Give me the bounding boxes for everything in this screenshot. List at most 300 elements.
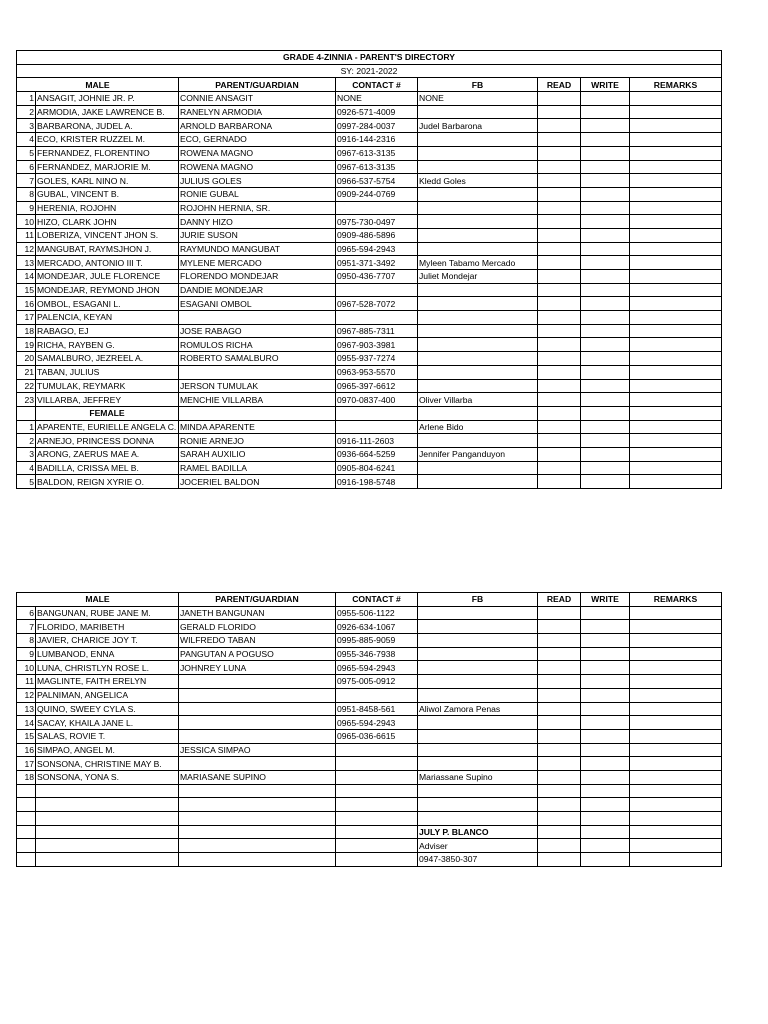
read-cell: [538, 647, 581, 661]
blank-cell: [538, 406, 581, 420]
table-row: [17, 675, 722, 689]
row-number: 10: [17, 661, 36, 675]
parent-name: JURIE SUSON: [179, 228, 336, 242]
contact-number: 0965-594-2943: [336, 716, 418, 730]
read-cell: [538, 702, 581, 716]
fb-name: [418, 757, 538, 771]
remarks-cell: [630, 297, 722, 311]
row-number: 12: [17, 688, 36, 702]
student-name: GOLES, KARL NINO N.: [36, 174, 179, 188]
read-cell: [538, 338, 581, 352]
parent-name: [179, 729, 336, 743]
student-name: PALNIMAN, ANGELICA: [36, 688, 179, 702]
parent-name: [179, 757, 336, 771]
row-number: 3: [17, 119, 36, 133]
table-row: [17, 215, 722, 229]
remarks-cell: [630, 434, 722, 448]
table-row: [17, 729, 722, 743]
female-section-row: [17, 406, 722, 420]
parent-name: WILFREDO TABAN: [179, 634, 336, 648]
write-cell: [581, 447, 630, 461]
table-row: [17, 606, 722, 620]
fb-name: [418, 634, 538, 648]
remarks-cell: [630, 270, 722, 284]
table-row: [17, 201, 722, 215]
table-row: [17, 434, 722, 448]
read-cell: [538, 475, 581, 489]
fb-name: [418, 228, 538, 242]
student-name: ARMODIA, JAKE LAWRENCE B.: [36, 105, 179, 119]
student-name: FLORIDO, MARIBETH: [36, 620, 179, 634]
write-cell: [581, 92, 630, 106]
read-cell: [538, 661, 581, 675]
student-name: QUINO, SWEEY CYLA S.: [36, 702, 179, 716]
write-cell: [581, 661, 630, 675]
blank-cell: [336, 406, 418, 420]
read-cell: [538, 461, 581, 475]
parent-name: [179, 702, 336, 716]
read-cell: [538, 770, 581, 784]
student-name: FERNANDEZ, MARJORIE M.: [36, 160, 179, 174]
contact-number: 0909-244-0769: [336, 187, 418, 201]
read-cell: [538, 297, 581, 311]
read-cell: [538, 757, 581, 771]
write-cell: [581, 675, 630, 689]
parent-name: [179, 365, 336, 379]
blank-cell: [336, 798, 418, 812]
blank-cell: [336, 853, 418, 867]
contact-number: 0916-111-2603: [336, 434, 418, 448]
row-number: 18: [17, 770, 36, 784]
write-cell: [581, 620, 630, 634]
read-cell: [538, 119, 581, 133]
student-name: HIZO, CLARK JOHN: [36, 215, 179, 229]
contact-number: [336, 688, 418, 702]
write-cell: [581, 475, 630, 489]
fb-name: [418, 461, 538, 475]
row-number: 15: [17, 729, 36, 743]
adviser-role: Adviser: [418, 839, 538, 853]
remarks-cell: [630, 647, 722, 661]
remarks-cell: [630, 119, 722, 133]
fb-name: [418, 338, 538, 352]
blank-cell: [17, 784, 36, 798]
remarks-cell: [630, 133, 722, 147]
contact-number: 0955-937-7274: [336, 352, 418, 366]
parent-name: PANGUTAN A POGUSO: [179, 647, 336, 661]
parent-name: JULIUS GOLES: [179, 174, 336, 188]
blank-cell: [179, 812, 336, 826]
header-write: WRITE: [581, 78, 630, 92]
write-cell: [581, 365, 630, 379]
fb-name: [418, 729, 538, 743]
fb-name: [418, 716, 538, 730]
contact-number: 0926-571-4009: [336, 105, 418, 119]
row-number: 16: [17, 743, 36, 757]
contact-number: [336, 201, 418, 215]
read-cell: [538, 228, 581, 242]
blank-cell: [17, 853, 36, 867]
contact-number: 0905-804-6241: [336, 461, 418, 475]
row-number: 8: [17, 634, 36, 648]
read-cell: [538, 215, 581, 229]
parent-name: MARIASANE SUPINO: [179, 770, 336, 784]
fb-name: Myleen Tabamo Mercado: [418, 256, 538, 270]
write-cell: [581, 228, 630, 242]
read-cell: [538, 606, 581, 620]
parent-name: MENCHIE VILLARBA: [179, 393, 336, 407]
student-name: SALAS, ROVIE T.: [36, 729, 179, 743]
read-cell: [538, 620, 581, 634]
remarks-cell: [630, 146, 722, 160]
parent-name: CONNIE ANSAGIT: [179, 92, 336, 106]
parent-name: ARNOLD BARBARONA: [179, 119, 336, 133]
row-number: 18: [17, 324, 36, 338]
write-cell: [581, 352, 630, 366]
blank-cell: [538, 812, 581, 826]
blank-cell: [581, 825, 630, 839]
remarks-cell: [630, 716, 722, 730]
write-cell: [581, 201, 630, 215]
remarks-cell: [630, 447, 722, 461]
fb-name: Kledd Goles: [418, 174, 538, 188]
blank-cell: [179, 406, 336, 420]
fb-name: [418, 201, 538, 215]
parent-name: ROJOHN HERNIA, SR.: [179, 201, 336, 215]
fb-name: [418, 311, 538, 325]
remarks-cell: [630, 620, 722, 634]
write-cell: [581, 688, 630, 702]
parent-name: JANETH BANGUNAN: [179, 606, 336, 620]
write-cell: [581, 420, 630, 434]
table-row: [17, 270, 722, 284]
fb-name: [418, 675, 538, 689]
parent-name: MINDA APARENTE: [179, 420, 336, 434]
student-name: MERCADO, ANTONIO III T.: [36, 256, 179, 270]
fb-name: [418, 283, 538, 297]
table-row: [17, 757, 722, 771]
blank-cell: [36, 798, 179, 812]
blank-cell: [630, 784, 722, 798]
row-number: 17: [17, 757, 36, 771]
table-row: [17, 420, 722, 434]
read-cell: [538, 146, 581, 160]
header-fb: FB: [418, 593, 538, 607]
write-cell: [581, 634, 630, 648]
read-cell: [538, 447, 581, 461]
parent-name: DANNY HIZO: [179, 215, 336, 229]
contact-number: [336, 420, 418, 434]
student-name: LUMBANOD, ENNA: [36, 647, 179, 661]
table-row: [17, 105, 722, 119]
row-number: 8: [17, 187, 36, 201]
parent-name: JOSE RABAGO: [179, 324, 336, 338]
parent-name: RONIE GUBAL: [179, 187, 336, 201]
student-name: BADILLA, CRISSA MEL B.: [36, 461, 179, 475]
parent-name: RAMEL BADILLA: [179, 461, 336, 475]
fb-name: NONE: [418, 92, 538, 106]
fb-name: [418, 365, 538, 379]
blank-cell: [418, 798, 538, 812]
row-number: 21: [17, 365, 36, 379]
student-name: ANSAGIT, JOHNIE JR. P.: [36, 92, 179, 106]
parent-name: JOHNREY LUNA: [179, 661, 336, 675]
remarks-cell: [630, 174, 722, 188]
remarks-cell: [630, 105, 722, 119]
fb-name: [418, 324, 538, 338]
contact-number: 0965-594-2943: [336, 661, 418, 675]
contact-number: [336, 757, 418, 771]
school-year: SY: 2021-2022: [17, 64, 722, 78]
student-name: SIMPAO, ANGEL M.: [36, 743, 179, 757]
student-name: LOBERIZA, VINCENT JHON S.: [36, 228, 179, 242]
blank-cell: [630, 825, 722, 839]
read-cell: [538, 92, 581, 106]
contact-number: 0950-436-7707: [336, 270, 418, 284]
table-row: [17, 475, 722, 489]
write-cell: [581, 770, 630, 784]
contact-number: 0916-198-5748: [336, 475, 418, 489]
student-name: SONSONA, CHRISTINE MAY B.: [36, 757, 179, 771]
parent-name: JESSICA SIMPAO: [179, 743, 336, 757]
blank-cell: [538, 839, 581, 853]
blank-row: [17, 798, 722, 812]
parent-name: JERSON TUMULAK: [179, 379, 336, 393]
remarks-cell: [630, 379, 722, 393]
fb-name: Jennifer Panganduyon: [418, 447, 538, 461]
fb-name: Oliver Villarba: [418, 393, 538, 407]
contact-number: 0909-486-5896: [336, 228, 418, 242]
write-cell: [581, 606, 630, 620]
write-cell: [581, 187, 630, 201]
remarks-cell: [630, 770, 722, 784]
parent-name: GERALD FLORIDO: [179, 620, 336, 634]
row-number: 10: [17, 215, 36, 229]
table-row: [17, 661, 722, 675]
table-row: [17, 297, 722, 311]
student-name: LUNA, CHRISTLYN ROSE L.: [36, 661, 179, 675]
blank-cell: [336, 812, 418, 826]
parent-name: FLORENDO MONDEJAR: [179, 270, 336, 284]
fb-name: [418, 379, 538, 393]
remarks-cell: [630, 743, 722, 757]
remarks-cell: [630, 757, 722, 771]
remarks-cell: [630, 688, 722, 702]
blank-cell: [581, 853, 630, 867]
blank-cell: [581, 406, 630, 420]
contact-number: 0951-371-3492: [336, 256, 418, 270]
fb-name: [418, 688, 538, 702]
remarks-cell: [630, 215, 722, 229]
remarks-cell: [630, 702, 722, 716]
write-cell: [581, 729, 630, 743]
parent-name: MYLENE MERCADO: [179, 256, 336, 270]
read-cell: [538, 160, 581, 174]
student-name: ARNEJO, PRINCESS DONNA: [36, 434, 179, 448]
student-name: PALENCIA, KEYAN: [36, 311, 179, 325]
contact-number: 0965-036-6615: [336, 729, 418, 743]
header-male: MALE: [17, 78, 179, 92]
blank-cell: [36, 812, 179, 826]
contact-number: [336, 283, 418, 297]
student-name: MONDEJAR, JULE FLORENCE: [36, 270, 179, 284]
remarks-cell: [630, 92, 722, 106]
remarks-cell: [630, 352, 722, 366]
write-cell: [581, 311, 630, 325]
parent-name: [179, 311, 336, 325]
student-name: ECO, KRISTER RUZZEL M.: [36, 133, 179, 147]
remarks-cell: [630, 338, 722, 352]
parent-name: RAYMUNDO MANGUBAT: [179, 242, 336, 256]
parent-name: [179, 716, 336, 730]
read-cell: [538, 675, 581, 689]
table-row: [17, 743, 722, 757]
fb-name: [418, 215, 538, 229]
row-number: 19: [17, 338, 36, 352]
write-cell: [581, 716, 630, 730]
contact-number: [336, 743, 418, 757]
header-fb: FB: [418, 78, 538, 92]
read-cell: [538, 379, 581, 393]
write-cell: [581, 146, 630, 160]
student-name: BANGUNAN, RUBE JANE M.: [36, 606, 179, 620]
contact-number: 0936-664-5259: [336, 447, 418, 461]
write-cell: [581, 647, 630, 661]
write-cell: [581, 324, 630, 338]
row-number: 14: [17, 270, 36, 284]
directory-title: GRADE 4-ZINNIA - PARENT'S DIRECTORY: [17, 51, 722, 65]
blank-cell: [36, 853, 179, 867]
blank-cell: [36, 839, 179, 853]
read-cell: [538, 242, 581, 256]
contact-number: 0955-346-7938: [336, 647, 418, 661]
write-cell: [581, 283, 630, 297]
blank-cell: [538, 784, 581, 798]
read-cell: [538, 174, 581, 188]
row-number: 20: [17, 352, 36, 366]
remarks-cell: [630, 228, 722, 242]
contact-number: 0916-144-2316: [336, 133, 418, 147]
read-cell: [538, 256, 581, 270]
blank-cell: [630, 853, 722, 867]
row-number: 6: [17, 606, 36, 620]
blank-cell: [336, 839, 418, 853]
blank-cell: [17, 812, 36, 826]
read-cell: [538, 365, 581, 379]
blank-cell: [36, 784, 179, 798]
header-male: MALE: [17, 593, 179, 607]
student-name: RABAGO, EJ: [36, 324, 179, 338]
row-number: 4: [17, 133, 36, 147]
header-contact: CONTACT #: [336, 78, 418, 92]
contact-number: 0926-634-1067: [336, 620, 418, 634]
blank-cell: [581, 839, 630, 853]
blank-cell: [36, 825, 179, 839]
write-cell: [581, 270, 630, 284]
contact-number: 0997-284-0037: [336, 119, 418, 133]
write-cell: [581, 297, 630, 311]
table-row: [17, 716, 722, 730]
contact-number: 0965-397-6612: [336, 379, 418, 393]
table-row: [17, 133, 722, 147]
row-number: 15: [17, 283, 36, 297]
row-number: 6: [17, 160, 36, 174]
table-row: [17, 256, 722, 270]
blank-cell: [581, 812, 630, 826]
table-row: [17, 174, 722, 188]
parent-name: ESAGANI OMBOL: [179, 297, 336, 311]
blank-cell: [179, 853, 336, 867]
read-cell: [538, 270, 581, 284]
contact-number: 0967-885-7311: [336, 324, 418, 338]
header-write: WRITE: [581, 593, 630, 607]
write-cell: [581, 119, 630, 133]
blank-cell: [179, 784, 336, 798]
read-cell: [538, 105, 581, 119]
remarks-cell: [630, 661, 722, 675]
read-cell: [538, 324, 581, 338]
fb-name: [418, 133, 538, 147]
fb-name: Juliet Mondejar: [418, 270, 538, 284]
read-cell: [538, 716, 581, 730]
parent-name: [179, 688, 336, 702]
row-number: 9: [17, 201, 36, 215]
table-row: [17, 187, 722, 201]
contact-number: 0975-005-0912: [336, 675, 418, 689]
fb-name: [418, 606, 538, 620]
remarks-cell: [630, 606, 722, 620]
parent-name: JOCERIEL BALDON: [179, 475, 336, 489]
contact-number: 0965-594-2943: [336, 242, 418, 256]
student-name: TABAN, JULIUS: [36, 365, 179, 379]
header-parent: PARENT/GUARDIAN: [179, 78, 336, 92]
table-row: [17, 379, 722, 393]
remarks-cell: [630, 201, 722, 215]
parent-name: ROBERTO SAMALBURO: [179, 352, 336, 366]
row-number: 11: [17, 675, 36, 689]
blank-cell: [630, 406, 722, 420]
table-row: [17, 365, 722, 379]
school-year-row: [17, 64, 722, 78]
blank-cell: [418, 812, 538, 826]
row-number: 14: [17, 716, 36, 730]
read-cell: [538, 133, 581, 147]
read-cell: [538, 420, 581, 434]
row-number: 4: [17, 461, 36, 475]
row-number: 9: [17, 647, 36, 661]
student-name: MANGUBAT, RAYMSJHON J.: [36, 242, 179, 256]
table-row: [17, 311, 722, 325]
read-cell: [538, 434, 581, 448]
remarks-cell: [630, 365, 722, 379]
remarks-cell: [630, 461, 722, 475]
fb-name: [418, 146, 538, 160]
read-cell: [538, 201, 581, 215]
adviser-row: [17, 839, 722, 853]
remarks-cell: [630, 393, 722, 407]
read-cell: [538, 283, 581, 297]
header-row: [17, 593, 722, 607]
fb-name: [418, 297, 538, 311]
fb-name: Judel Barbarona: [418, 119, 538, 133]
row-number: 23: [17, 393, 36, 407]
table-row: [17, 242, 722, 256]
table-row: [17, 770, 722, 784]
blank-cell: [336, 825, 418, 839]
header-parent: PARENT/GUARDIAN: [179, 593, 336, 607]
write-cell: [581, 160, 630, 174]
row-number: 2: [17, 105, 36, 119]
